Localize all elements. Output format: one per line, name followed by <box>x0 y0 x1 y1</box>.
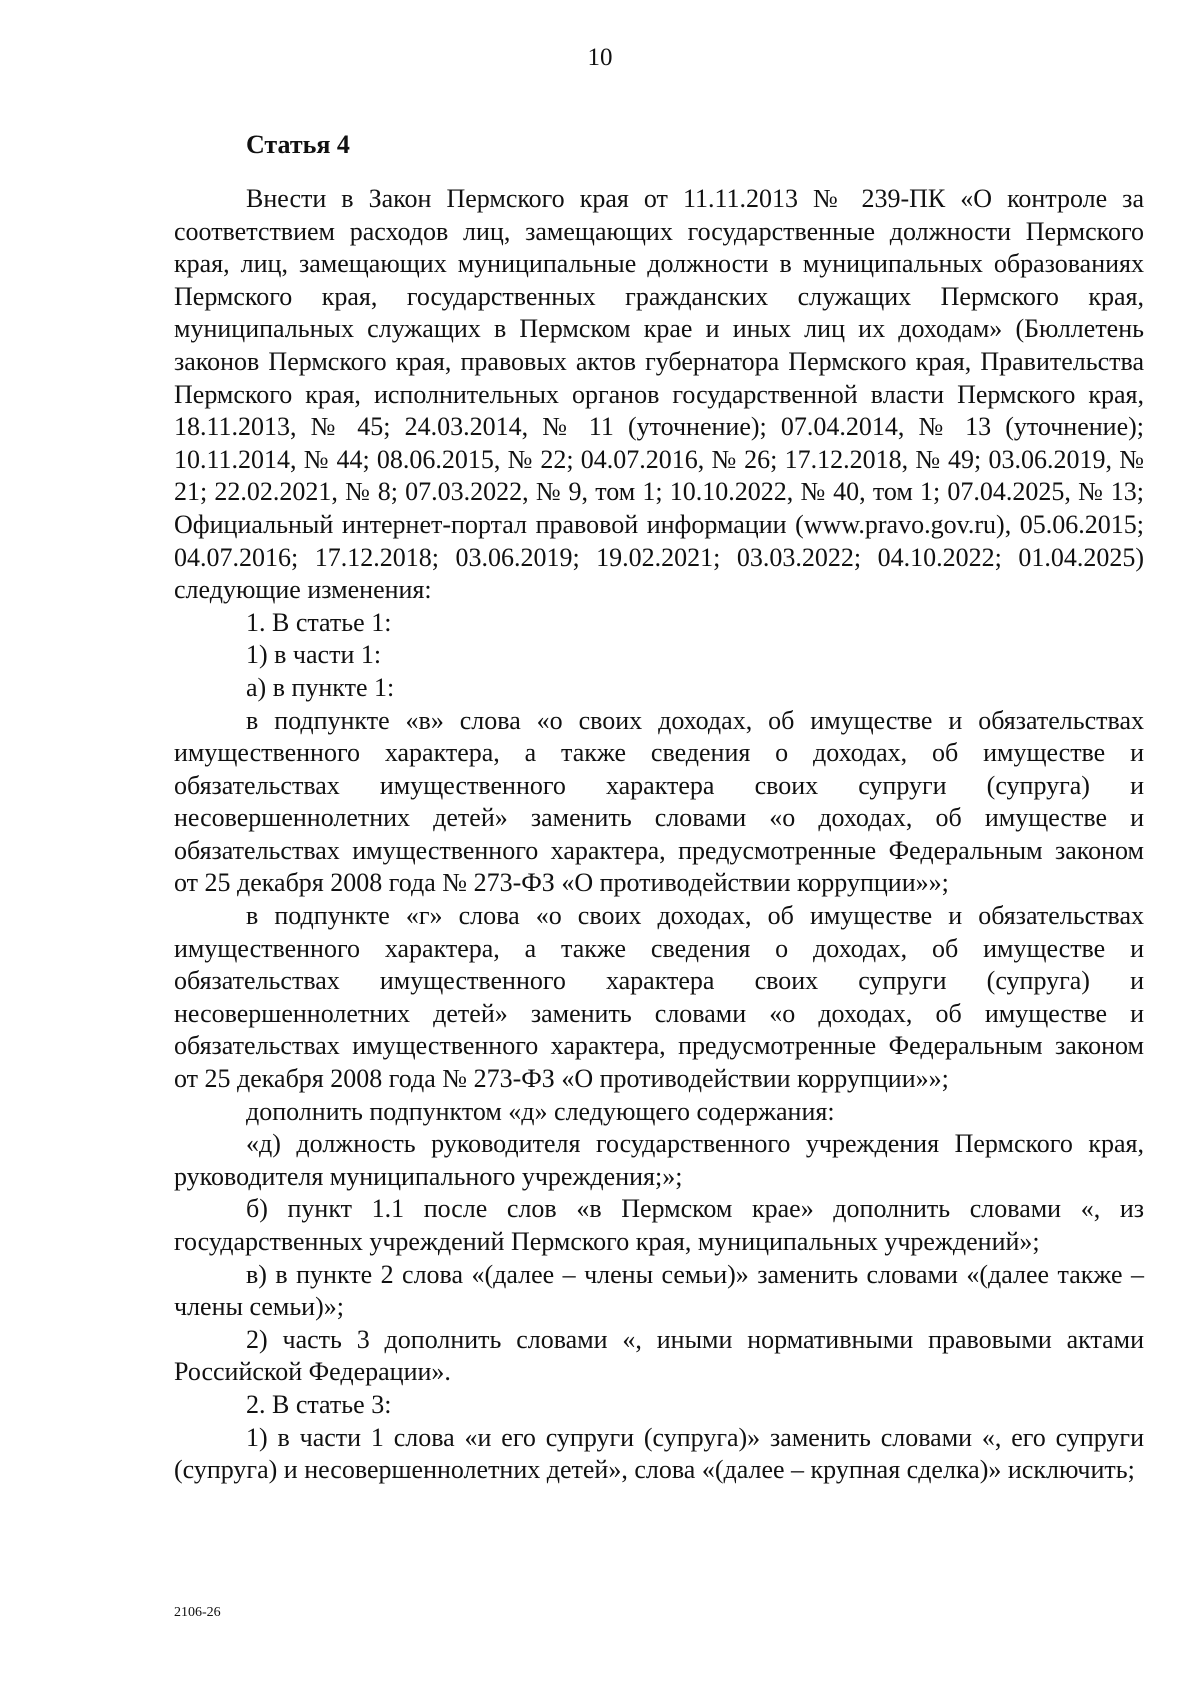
paragraph-part-3: 2) часть 3 дополнить словами «, иными нормативными правовыми актами Российской Федерации». <box>174 1324 1144 1387</box>
paragraph-subclause-d-text: «д) должность руководителя государственного учреждения Пермского края, руководителя муниципального учреждения;»; <box>174 1129 1144 1191</box>
paragraph-article-3-part-1: 1) в части 1 слова «и его супруги (супруга)» заменить словами «, его супруги (супруга) и несовершеннолетних детей», слова «(далее – крупная сделка)» исключить; <box>174 1422 1144 1485</box>
article-heading: Статья 4 <box>246 130 350 159</box>
paragraph-part-1: 1) в части 1: <box>246 640 382 670</box>
paragraph-item-1: 1. В статье 1: <box>246 607 392 637</box>
paragraph-item-2: 2. В статье 3: <box>246 1389 392 1419</box>
paragraph-clause-v: в) в пункте 2 слова «(далее – члены семьи)» заменить словами «(далее также – члены семьи)»; <box>174 1259 1144 1322</box>
paragraph-subclause-g: в подпункте «г» слова «о своих доходах, об имуществе и обязательствах имущественного характера, а также сведения о доходах, об имуществе и обязательствах имущественного характера своих супруги (супруга) и несовершеннолетних детей» заменить словами «о доходах, об имуществе и обязательствах имущественного характера, предусмотренные Федеральным законом от 25 декабря 2008 года № 273-ФЗ «О противодействии коррупции»»; <box>174 901 1144 1094</box>
paragraph-subclause-v: в подпункте «в» слова «о своих доходах, об имуществе и обязательствах имущественного характера, а также сведения о доходах, об имуществе и обязательствах имущественного характера своих супруги (супруга) и несовершеннолетних детей» заменить словами «о доходах, об имуществе и обязательствах имущественного характера, предусмотренные Федеральным законом от 25 декабря 2008 года № 273-ФЗ «О противодействии коррупции»»; <box>174 705 1144 898</box>
page-number: 10 <box>587 44 613 71</box>
document-body <box>174 183 1144 1487</box>
paragraph-clause-b: б) пункт 1.1 после слов «в Пермском крае» дополнить словами «, из государственных учреждений Пермского края, муниципальных учреждений»; <box>174 1194 1144 1256</box>
paragraph-add-subclause-d: дополнить подпунктом «д» следующего содержания: <box>246 1096 835 1126</box>
document-code: 2106-26 <box>174 1605 221 1620</box>
paragraph-intro: Внести в Закон Пермского края от 11.11.2013 № 239-ПК «О контроле за соответствием расходов лиц, замещающих государственные должности Пермского края, лиц, замещающих муниципальные должности в муниципальных образованиях Пермского края, государственных гражданских служащих Пермского края, муниципальных служащих в Пермском крае и иных лиц их доходам» (Бюллетень законов Пермского края, правовых актов губернатора Пермского края, Правительства Пермского края, исполнительных органов государственной власти Пермского края, 18.11.2013, № 45; 24.03.2014, № 11 (уточнение); 07.04.2014, № 13 (уточнение); 10.11.2014, № 44; 08.06.2015, № 22; 04.07.2016, № 26; 17.12.2018, № 49; 03.06.2019, № 21; 22.02.2021, № 8; 07.03.2022, № 9, том 1; 10.10.2022, № 40, том 1; 07.04.2025, № 13; Официальный интернет-портал правовой информации (www.pravo.gov.ru), 05.06.2015; 04.07.2016; 17.12.2018; 03.06.2019; 19.02.2021; 03.03.2022; 04.10.2022; 01.04.2025) следующие изменения: <box>174 184 1144 605</box>
paragraph-clause-a: а) в пункте 1: <box>246 672 395 702</box>
